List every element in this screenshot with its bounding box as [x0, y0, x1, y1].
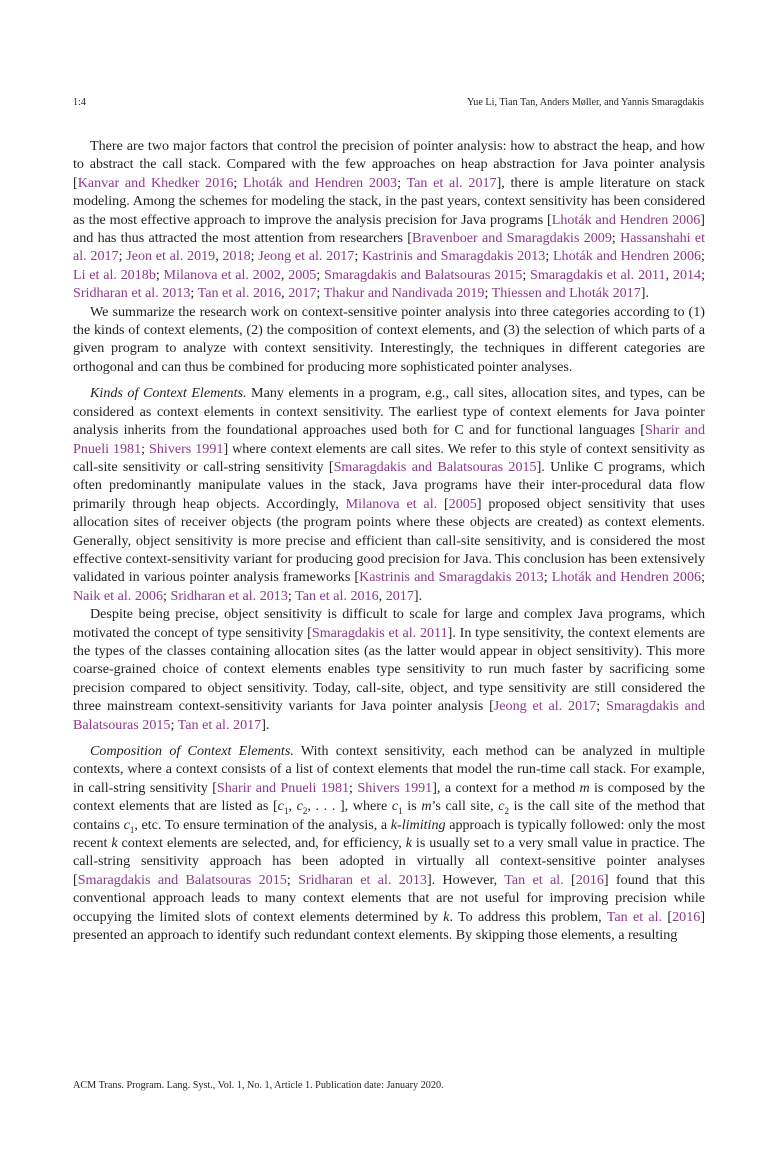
text-run: approach is typically followed: only the most recent	[73, 816, 705, 852]
text-run: Many elements in a program, e.g., call sites, allocation sites, and types, can be considered as context elements in context sensitivity. The earliest type of context elements for Java pointer analysis inherits from the foundational approaches used both for C and for functional languages [	[73, 385, 706, 439]
paragraph	[73, 384, 705, 605]
citation-link[interactable]: Hassanshahi et al. 2017	[73, 230, 705, 265]
text-run: ;	[397, 174, 407, 191]
citation-link[interactable]: Tan et al. 2017	[177, 716, 262, 733]
math-variable: k	[111, 835, 118, 852]
citation-link[interactable]: Thiessen and Lhoták 2017	[491, 285, 641, 302]
text-run: ] where context elements are call sites. We refer to this style of context sensitivity as call-site sensitivity or call-string sensitivity [	[73, 440, 705, 475]
text-run: ] found that this conventional approach leads to many context elements that are not useful for improving precision while occupying the limited slots of context elements determined by	[73, 871, 706, 925]
citation-link[interactable]: Kastrinis and Smaragdakis 2013	[359, 569, 544, 586]
citation-link[interactable]: Smaragdakis and Balatsouras 2015	[324, 266, 523, 283]
citation-link[interactable]: Lhoták and Hendren 2006	[551, 569, 702, 586]
citation-link[interactable]: Sridharan et al. 2013	[298, 871, 427, 888]
text-run: [	[563, 871, 576, 888]
citation-link[interactable]: Jeong et al. 2017	[493, 698, 597, 715]
text-run: ;	[316, 266, 325, 283]
page-number: 1:4	[73, 97, 87, 108]
citation-link[interactable]: 2017	[385, 587, 414, 604]
text-run: , etc. To ensure termination of the analysis, a	[134, 816, 391, 833]
citation-link[interactable]: 2016	[672, 908, 701, 925]
citation-link[interactable]: Sridharan et al. 2013	[73, 285, 191, 302]
page-footer: ACM Trans. Program. Lang. Syst., Vol. 1, No. 1, Article 1. Publication date: January 2020.	[73, 1080, 444, 1091]
text-run: We summarize the research work on context-sensitive pointer analysis into three categories according to (1) the kinds of context elements, (2) the composition of context elements, and (3) the selection of which parts of a given program to analyze with context sensitivity. Interestingly, the techniques in different categories are orthogonal and can thus be combined for producing more sophisticated pointer analyses.	[73, 303, 705, 375]
citation-link[interactable]: 2017	[288, 285, 317, 302]
math-variable: k	[390, 816, 398, 833]
citation-link[interactable]: 2018	[222, 248, 251, 265]
citation-link[interactable]: Thakur and Nandivada 2019	[323, 285, 485, 302]
text-run: With context sensitivity, each method can be analyzed in multiple contexts, where a context consists of a list of context elements that model the run-time call stack. For example, in call-string sensitivity [	[73, 743, 705, 796]
citation-link[interactable]: Tan et al. 2016	[197, 285, 282, 302]
text-run: ;	[118, 248, 127, 265]
math-variable: k	[443, 908, 450, 925]
text-run: is the call site of the method that contains	[73, 798, 705, 833]
text-run: ,	[280, 266, 289, 283]
text-run: context elements are selected, and, for efficiency,	[117, 835, 406, 852]
subscript: 2	[302, 806, 308, 817]
paragraph	[73, 742, 705, 944]
math-variable: c	[277, 798, 284, 815]
text-run: ,	[665, 266, 673, 283]
text-run: ;	[287, 587, 296, 604]
math-variable: c	[123, 816, 130, 833]
math-variable: c	[498, 798, 505, 815]
math-variable: m	[579, 779, 590, 796]
text-run: ;	[286, 871, 299, 888]
text-run: ;	[155, 266, 164, 283]
citation-link[interactable]: Smaragdakis et al. 2011	[311, 624, 448, 641]
math-variable: m	[421, 798, 432, 815]
citation-link[interactable]: Tan et al. 2017	[406, 174, 497, 191]
citation-link[interactable]: Jeong et al. 2017	[258, 248, 355, 265]
citation-link[interactable]: Tan et al.	[504, 871, 564, 888]
citation-link[interactable]: 2014	[672, 266, 702, 283]
citation-link[interactable]: 2016	[575, 871, 604, 888]
citation-link[interactable]: Milanova et al. 2002	[163, 266, 281, 283]
text-run: is usually set to a very small value in practice. The call-string sensitivity approach has been adopted in virtually all context-sensitive pointer analyses [	[73, 835, 705, 888]
text-run: ;	[545, 248, 553, 265]
text-run: ;	[190, 285, 198, 302]
text-run: ], a context for a method	[432, 779, 580, 796]
paragraph	[73, 137, 705, 303]
text-run: ;	[522, 266, 531, 283]
citation-link[interactable]: Kastrinis and Smaragdakis 2013	[361, 248, 546, 265]
text-run: ;	[611, 230, 621, 247]
text-run: -	[397, 816, 402, 833]
citation-link[interactable]: Shivers 1991	[149, 440, 224, 457]
text-run: ], there is ample literature on stack modeling. Among the schemes for modeling the stack, in the past years, context sensitivity has been considered as the most effective approach to improve the analysis precision for Java programs [	[73, 174, 705, 228]
text-run: ;	[701, 248, 705, 265]
citation-link[interactable]: Jeon et al. 2019	[126, 248, 216, 265]
text-run: ].	[261, 716, 270, 733]
text-run: ]. However,	[426, 871, 505, 888]
citation-link[interactable]: Smaragdakis and Balatsouras 2015	[77, 871, 287, 888]
citation-link[interactable]: Smaragdakis et al. 2011	[530, 266, 666, 283]
citation-link[interactable]: Li et al. 2018b	[73, 266, 156, 283]
text-run: [	[437, 495, 449, 512]
citation-link[interactable]: Lhoták and Hendren 2003	[243, 174, 398, 191]
paragraph	[73, 303, 705, 377]
text-run: ;	[163, 587, 171, 604]
text-run: ;	[170, 716, 178, 733]
text-run: ] and has thus attracted the most attention from researchers [	[73, 211, 705, 247]
text-run: [	[662, 908, 673, 925]
text-run: ;	[701, 266, 705, 283]
body-text	[73, 137, 705, 944]
text-run: ,	[215, 248, 223, 265]
text-run: ;	[543, 569, 552, 586]
citation-link[interactable]: Smaragdakis and Balatsouras 2015	[333, 458, 537, 475]
text-run: . To address this problem,	[449, 908, 607, 925]
citation-link[interactable]: Tan et al. 2016	[295, 587, 379, 604]
math-variable: k	[405, 835, 412, 852]
text-run: ;	[596, 698, 606, 715]
text-run: ]. Unlike C programs, which often predominantly manipulate values in the stack, Java programs have their inter-procedural data flow primarily through heap objects. Accordingly,	[73, 458, 705, 512]
paragraph-heading: Composition of Context Elements.	[90, 743, 294, 759]
text-run: ,	[378, 587, 386, 604]
text-run: ;	[316, 285, 324, 302]
subscript: 1	[398, 806, 403, 817]
citation-link[interactable]: Lhoták and Hendren 2006	[552, 248, 702, 265]
citation-link[interactable]: Sharir and Pnueli 1981	[216, 779, 350, 796]
text-run: ;	[233, 174, 243, 191]
text-run: is	[402, 798, 422, 815]
text-run: ] proposed object sensitivity that uses allocation sites of receiver objects (the program points where these objects are created) as context elements. Generally, object sensitivity is more precise and efficient than call-site sensitivity, and is considered the most effective context-sensitivity variant for producing good precision for Java. This conclusion has been extensively validated in various pointer analysis frameworks [	[73, 495, 705, 586]
text-run: ;	[701, 569, 705, 586]
citation-link[interactable]: Sharir and Pnueli 1981	[73, 422, 706, 457]
text-run: Despite being precise, object sensitivity is difficult to scale for large and complex Java programs, which motivated the concept of type sensitivity [	[73, 606, 705, 641]
text-run: ]. In type sensitivity, the context elements are the types of the classes containing allocation sites (as the latter would appear in object sensitivity). This more coarse-grained choice of context elements enables type sensitivity to run much faster by sacrificing some precision compared to object sensitivity. Today, call-site, object, and type sensitivity are still considered the three mainstream context-sensitivity variants for Java pointer analysis [	[73, 624, 706, 715]
citation-link[interactable]: Naik et al. 2006	[73, 587, 164, 604]
citation-link[interactable]: Kanvar and Khedker 2016	[77, 174, 234, 191]
paragraph-heading: Kinds of Context Elements.	[90, 385, 247, 402]
math-variable: c	[296, 798, 303, 815]
text-run: , . . . ], where	[307, 798, 392, 815]
citation-link[interactable]: Shivers 1991	[357, 779, 433, 796]
math-variable: c	[391, 798, 399, 815]
text-run: is composed by the context elements that are listed as [	[73, 779, 706, 815]
text-run: There are two major factors that control the precision of pointer analysis: how to abstract the heap, and how to abstract the call stack. Compared with the few approaches on heap abstraction for Java pointer analysis [	[73, 138, 705, 191]
text-run: ,	[281, 285, 289, 302]
subscript: 2	[504, 806, 510, 817]
citation-link[interactable]: 2005	[288, 266, 317, 283]
citation-link[interactable]: 2005	[448, 495, 477, 512]
math-variable: limiting	[401, 816, 446, 833]
citation-link[interactable]: Tan et al.	[606, 908, 663, 925]
citation-link[interactable]: Smaragdakis and Balatsouras 2015	[73, 698, 705, 733]
text-run: ;	[349, 779, 358, 796]
text-run: ;	[484, 285, 492, 302]
text-run: ].	[640, 285, 649, 302]
citation-link[interactable]: Bravenboer and Smaragdakis 2009	[412, 230, 612, 247]
citation-link[interactable]: Milanova et al.	[345, 495, 438, 512]
text-run: ].	[413, 587, 423, 604]
running-header	[73, 97, 704, 111]
citation-link[interactable]: Lhoták and Hendren 2006	[551, 211, 701, 228]
text-run: ;	[141, 440, 150, 457]
paragraph	[73, 605, 705, 734]
citation-link[interactable]: Sridharan et al. 2013	[170, 587, 288, 604]
text-run: ] presented an approach to identify such redundant context elements. By skipping those elements, a resulting	[73, 908, 706, 944]
subscript: 1	[129, 824, 135, 835]
text-run: ’s call site,	[431, 798, 499, 815]
text-run: ,	[288, 798, 297, 815]
text-run: ;	[354, 248, 362, 265]
subscript: 1	[283, 806, 289, 817]
text-run: ;	[250, 248, 259, 265]
running-authors: Yue Li, Tian Tan, Anders Møller, and Yannis Smaragdakis	[467, 97, 704, 108]
